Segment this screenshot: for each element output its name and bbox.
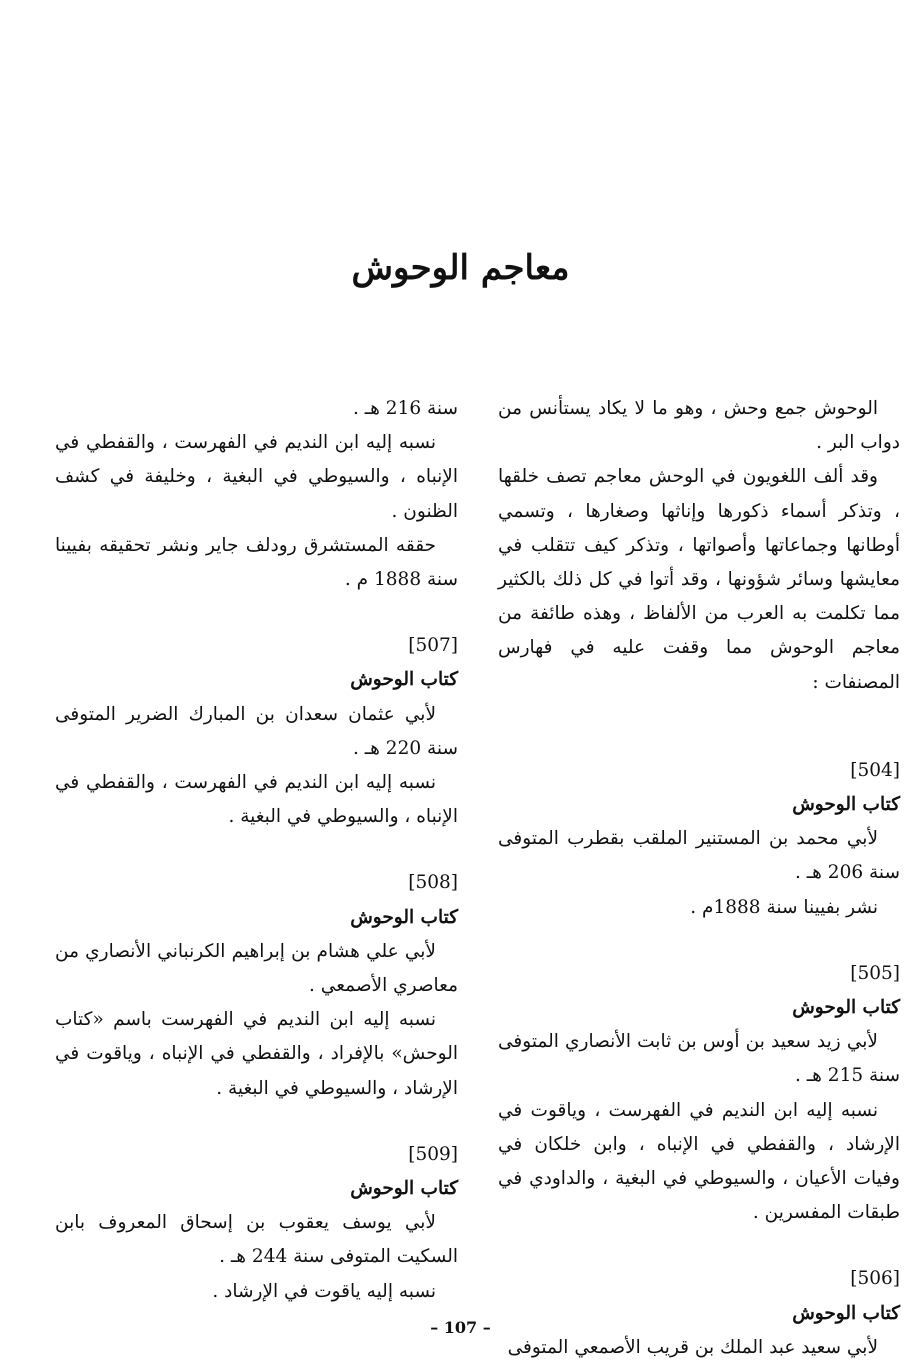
entry-title: كتاب الوحوش: [350, 669, 458, 691]
continuation-text: سنة 216 هـ .: [352, 398, 458, 419]
entry-note: نشر بفيينا سنة 1888م .: [690, 896, 878, 918]
entry-note: نسبه إليه ابن النديم في الفهرست باسم «كتاب الوحش» بالإفراد ، والقفطي في الإنباه ، وياقوت في الإرشاد ، والسيوطي في البغية .: [55, 1009, 458, 1099]
entry-number: [504]: [850, 759, 900, 781]
entry-title: كتاب الوحوش: [792, 794, 900, 816]
left-column: [55, 392, 458, 1309]
intro-paragraph: وقد ألف اللغويون في الوحش معاجم تصف خلقها ، وتذكر أسماء ذكورها وإناثها وصغارها ، وتسمي أوطانها وجماعاتها وأصواتها ، وتذكر كيف تتقلب في معايشها وسائر شؤونها ، وقد أتوا في كل ذلك بالكثير مما تكلمت به العرب من الألفاظ ، وهذه طائفة من معاجم الوحوش مما وقفت عليه في فهارس المصنفات :: [498, 466, 900, 693]
entry-author: لأبي محمد بن المستنير الملقب بقطرب المتوفى سنة 206 هـ .: [498, 828, 900, 884]
entry-author: لأبي زيد سعيد بن أوس بن ثابت الأنصاري المتوفى سنة 215 هـ .: [498, 1031, 900, 1087]
intro-paragraph: الوحوش جمع وحش ، وهو ما لا يكاد يستأنس من دواب البر .: [498, 398, 900, 454]
continuation-text: حققه المستشرق رودلف جاير ونشر تحقيقه بفيينا سنة 1888 م .: [55, 534, 458, 591]
entry-note: نسبه إليه ابن النديم في الفهرست ، والقفطي في الإنباه ، والسيوطي في البغية .: [55, 772, 458, 828]
entry-number: [507]: [408, 635, 458, 657]
entry-title: كتاب الوحوش: [792, 997, 900, 1019]
right-column: [498, 392, 900, 1365]
entry-number: [508]: [408, 872, 458, 894]
entry-title: كتاب الوحوش: [792, 1302, 900, 1324]
entry-title: كتاب الوحوش: [350, 906, 458, 928]
entry-author: لأبي يوسف يعقوب بن إسحاق المعروف بابن السكيت المتوفى سنة 244 هـ .: [55, 1212, 458, 1268]
entry-title: كتاب الوحوش: [350, 1178, 458, 1200]
continuation-text: نسبه إليه ابن النديم في الفهرست ، والقفطي في الإنباه ، والسيوطي في البغية ، وخليفة في كشف الظنون .: [55, 432, 458, 522]
entry-number: [506]: [850, 1268, 900, 1290]
page-title: معاجم الوحوش: [351, 248, 570, 288]
entry-note: نسبه إليه ابن النديم في الفهرست ، وياقوت في الإرشاد ، والقفطي في الإنباه ، وابن خلكان في وفيات الأعيان ، والسيوطي في البغية ، والداودي في طبقات المفسرين .: [498, 1099, 900, 1224]
entry-author: لأبي سعيد عبد الملك بن قريب الأصمعي المتوفى: [507, 1336, 878, 1358]
entry-number: [509]: [408, 1143, 458, 1165]
entry-author: لأبي عثمان سعدان بن المبارك الضرير المتوفى سنة 220 هـ .: [55, 703, 458, 759]
entry-number: [505]: [850, 962, 900, 984]
entry-note: نسبه إليه ياقوت في الإرشاد .: [212, 1280, 436, 1302]
page-number: – 107 –: [430, 1318, 491, 1337]
entry-author: لأبي علي هشام بن إبراهيم الكرنباني الأنصاري من معاصري الأصمعي .: [55, 940, 458, 997]
